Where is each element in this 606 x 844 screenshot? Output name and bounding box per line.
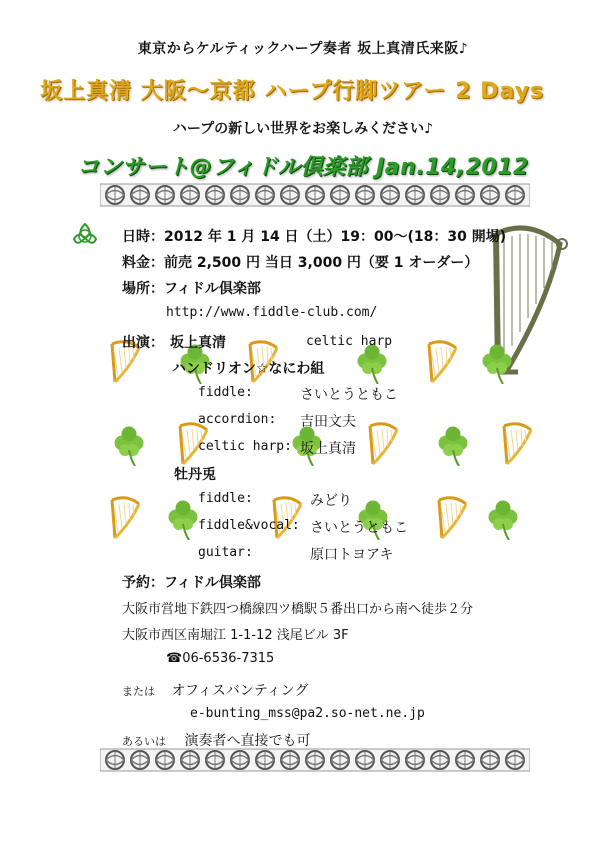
celtic-knot-border-bottom bbox=[100, 748, 530, 772]
directions: 大阪市営地下鉄四つ橋線四ツ橋駅５番出口から南へ徒歩２分 bbox=[122, 602, 474, 617]
shamrock-icon bbox=[436, 426, 470, 466]
group2-member-instrument: fiddle: bbox=[198, 491, 253, 506]
group2-member-name: みどり bbox=[310, 493, 352, 509]
group1-member-name: 坂上真清 bbox=[300, 441, 356, 457]
alt-row bbox=[122, 730, 310, 750]
group1-member-instrument: fiddle: bbox=[198, 385, 253, 400]
reservation-venue: フィドル倶楽部 bbox=[164, 575, 261, 591]
phone: ☎06-6536-7315 bbox=[166, 651, 275, 666]
main-performer-instrument: celtic harp bbox=[306, 334, 393, 349]
date-row bbox=[122, 226, 506, 246]
alt-label: あるいは bbox=[122, 735, 166, 748]
group1-member-instrument: accordion: bbox=[198, 412, 277, 427]
subtitle: ハープの新しい世界をお楽しみください♪ bbox=[172, 121, 434, 137]
shamrock-icon bbox=[480, 344, 514, 384]
fee-value: 前売 2,500 円 当日 3,000 円（要 1 オーダー） bbox=[164, 255, 479, 271]
venue-label: 場所： bbox=[122, 281, 164, 297]
small-harp-icon bbox=[500, 420, 534, 468]
shamrock-icon bbox=[112, 426, 146, 466]
shamrock-icon bbox=[486, 500, 520, 540]
venue-row bbox=[122, 278, 261, 298]
fee-row bbox=[122, 252, 478, 272]
small-harp-icon bbox=[108, 494, 142, 542]
small-harp-icon bbox=[435, 494, 469, 542]
reservation-row bbox=[122, 572, 261, 592]
group1-member-name: さいとうともこ bbox=[300, 387, 398, 403]
celtic-knot-border-top bbox=[100, 183, 530, 207]
group2-member-name: 原口トヨアキ bbox=[310, 547, 394, 563]
email[interactable]: e-bunting_mss@pa2.so-net.ne.jp bbox=[190, 706, 425, 721]
address: 大阪市西区南堀江 1-1-12 浅尾ビル 3F bbox=[122, 628, 349, 643]
alt-text: 演奏者へ直接でも可 bbox=[184, 733, 311, 749]
office-row bbox=[122, 680, 309, 700]
group1-member-instrument: celtic harp: bbox=[198, 439, 292, 454]
venue-value: フィドル倶楽部 bbox=[164, 281, 261, 297]
reservation-label: 予約： bbox=[122, 575, 164, 591]
group1-member-name: 吉田文夫 bbox=[300, 414, 356, 430]
group2-member-instrument: fiddle&vocal: bbox=[198, 518, 300, 533]
group2-member-name: さいとうともこ bbox=[310, 520, 408, 536]
group2-name: 牡丹兎 bbox=[174, 467, 216, 483]
small-harp-icon bbox=[425, 338, 459, 386]
main-title: 坂上真清 大阪～京都 ハープ行脚ツアー 2 Days bbox=[40, 79, 545, 104]
group2-member-instrument: guitar: bbox=[198, 545, 253, 560]
shamrock-icon bbox=[166, 500, 200, 540]
date-label: 日時： bbox=[122, 229, 164, 245]
small-harp-icon bbox=[366, 420, 400, 468]
group1-name: ハンドリオン☆なにわ組 bbox=[172, 361, 325, 377]
concert-title: コンサート@フィドル倶楽部 Jan.14,2012 bbox=[77, 155, 529, 180]
office-name: オフィスバンティング bbox=[171, 683, 309, 699]
date-value: 2012 年 1 月 14 日（土）19：00～(18：30 開場) bbox=[164, 229, 507, 245]
or-label: または bbox=[122, 685, 155, 698]
intro-line: 東京からケルティックハープ奏者 坂上真清氏来阪♪ bbox=[137, 41, 469, 57]
shamrock-icon bbox=[355, 344, 389, 384]
performers-label: 出演： bbox=[122, 335, 164, 351]
main-performer-name: 坂上真清 bbox=[170, 335, 226, 351]
fee-label: 料金： bbox=[122, 255, 164, 271]
venue-url[interactable]: http://www.fiddle-club.com/ bbox=[166, 305, 378, 320]
trinity-knot-icon bbox=[70, 220, 100, 250]
